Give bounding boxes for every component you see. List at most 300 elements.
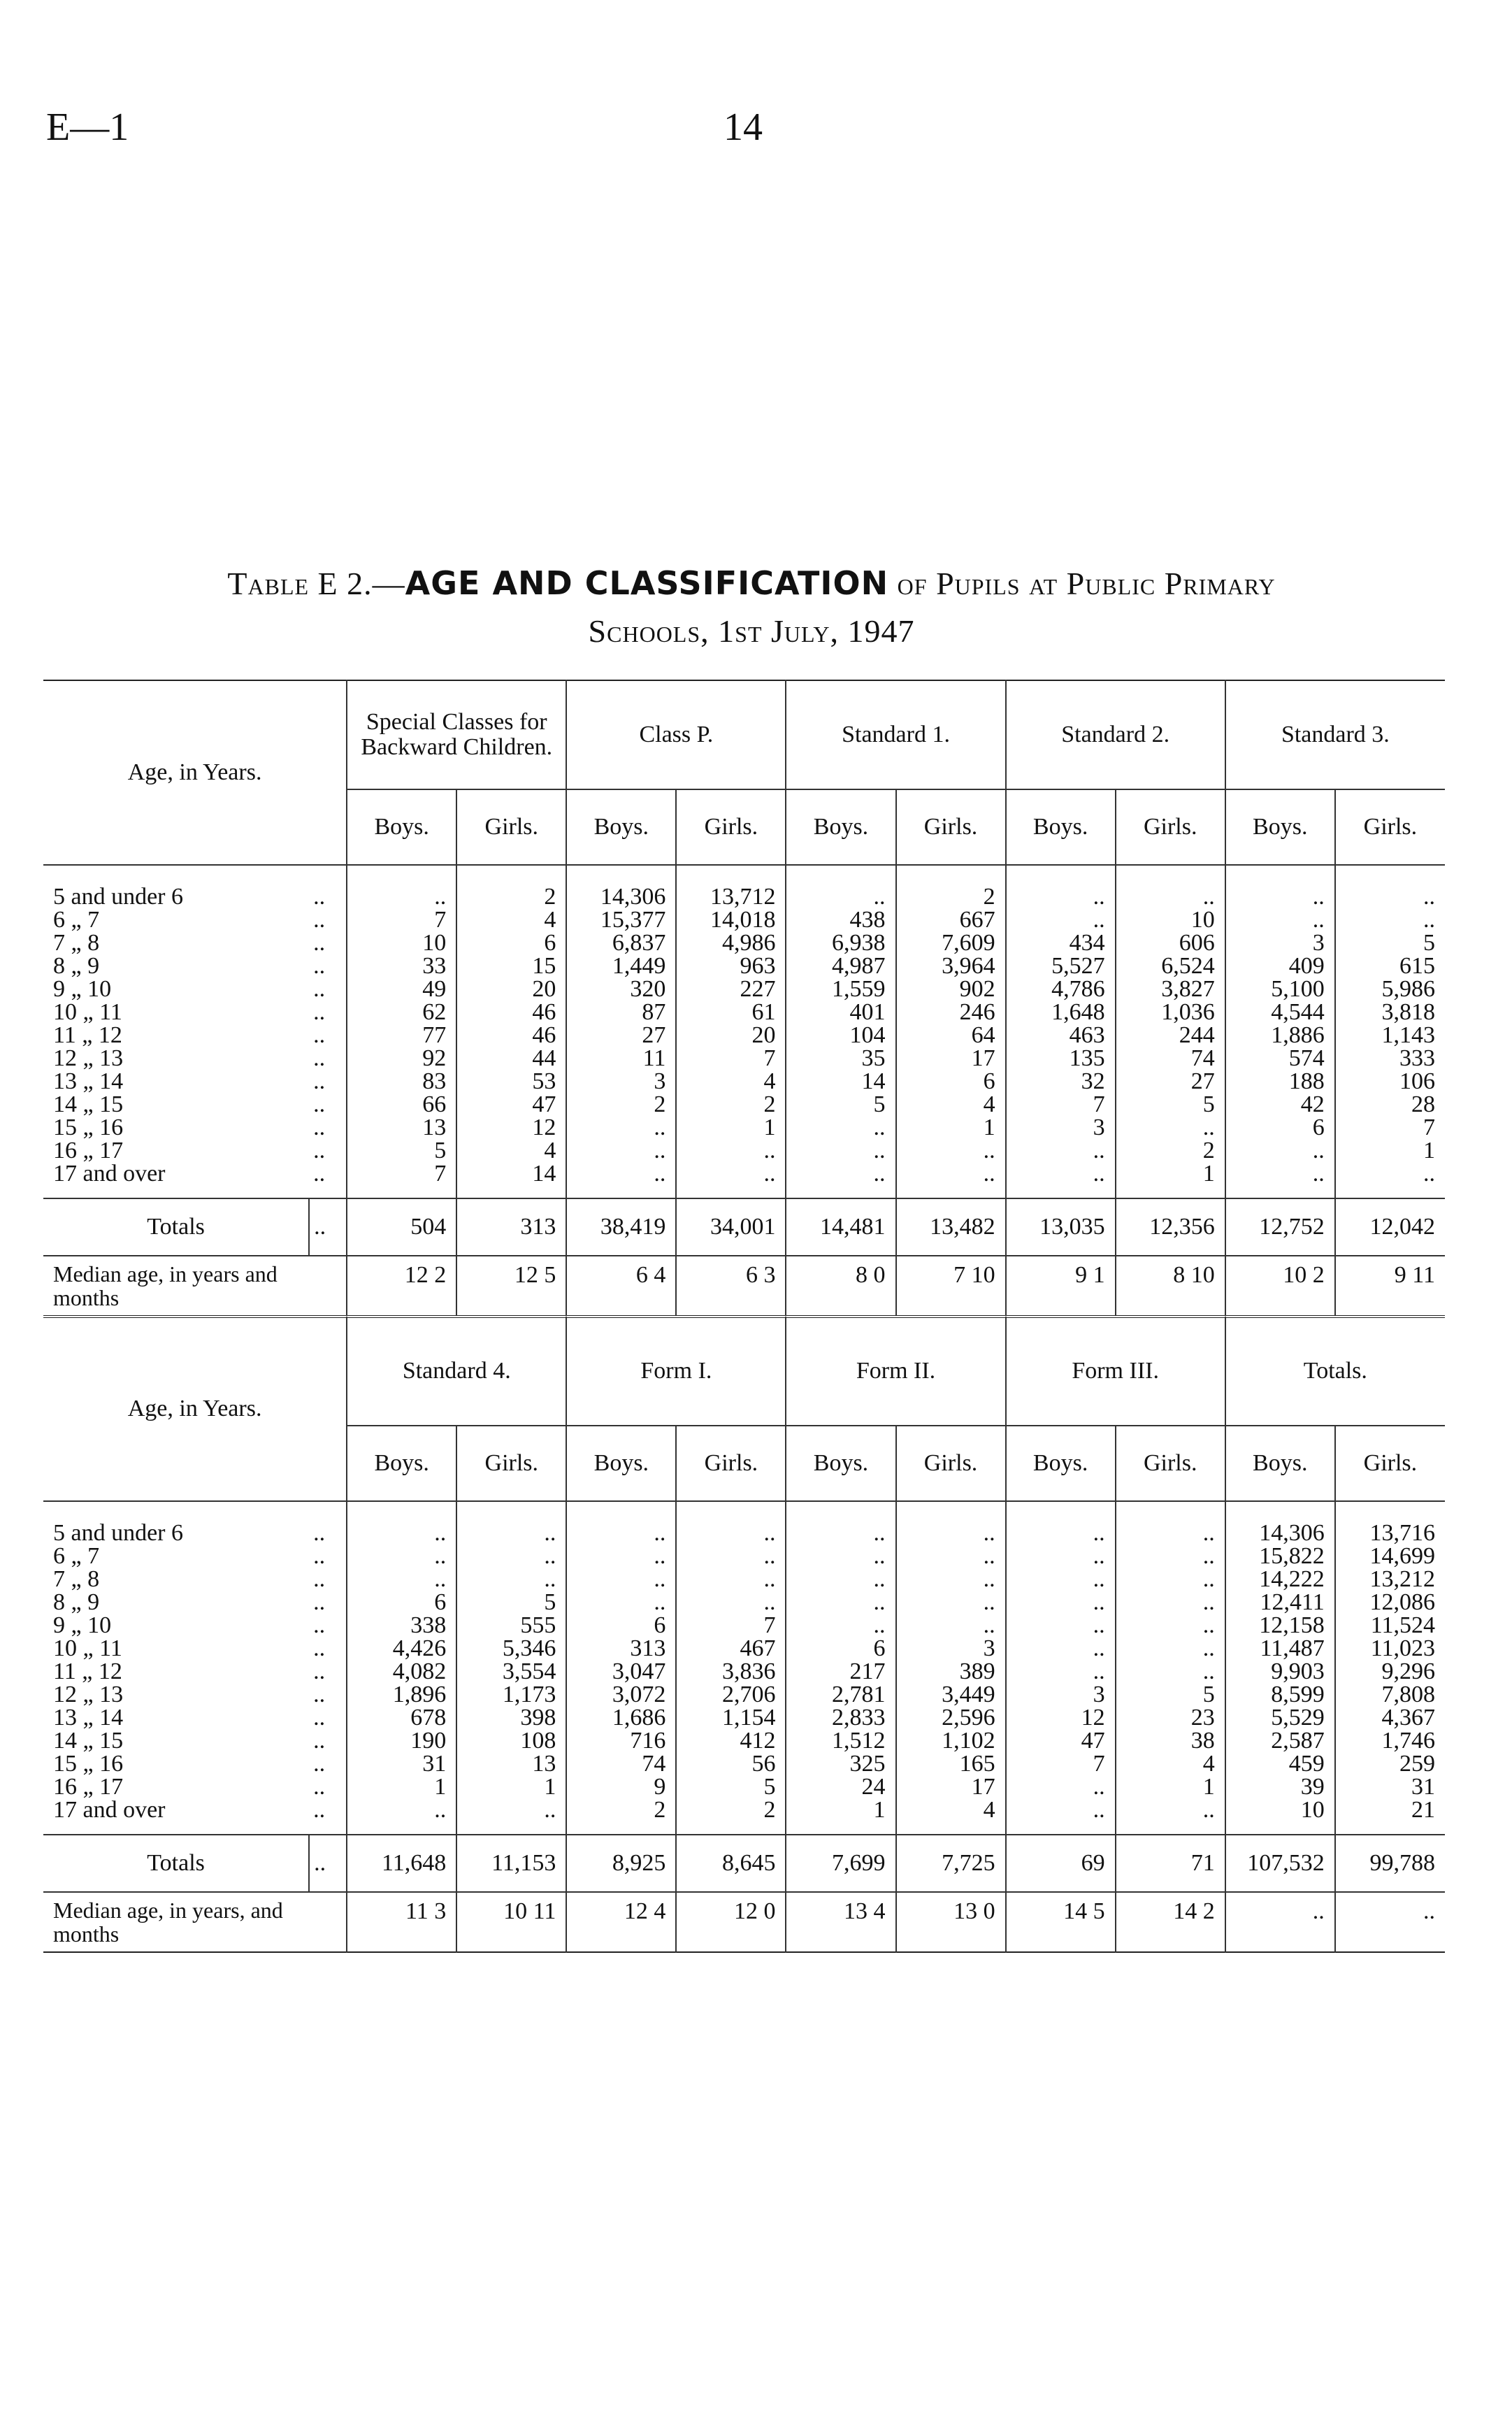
age-label: 9 „ 10 bbox=[53, 977, 112, 1001]
data-cell: 7,808 bbox=[1381, 1683, 1435, 1706]
data-cell: 3,836 bbox=[676, 1660, 786, 1683]
leader-dots: .. bbox=[309, 977, 347, 1001]
data-cell: 4 bbox=[456, 1139, 566, 1162]
age-label: 8 „ 9 bbox=[53, 954, 100, 977]
total-cell: 14,481 bbox=[786, 1198, 895, 1256]
data-cell: .. bbox=[1116, 1545, 1225, 1568]
total-cell: 7,699 bbox=[786, 1835, 895, 1892]
data-cell: .. bbox=[347, 1568, 456, 1591]
data-cell: 11,524 bbox=[1370, 1614, 1435, 1637]
data-cell: .. bbox=[1006, 1545, 1116, 1568]
data-cell: .. bbox=[566, 1591, 676, 1614]
median-label: Median age, in years and months bbox=[43, 1256, 347, 1317]
data-cell: 53 bbox=[456, 1070, 566, 1093]
data-cell: .. bbox=[1006, 865, 1116, 908]
data-cell: .. bbox=[347, 1501, 456, 1545]
data-cell: 5,100 bbox=[1225, 977, 1335, 1001]
data-cell: 7 bbox=[1006, 1093, 1116, 1116]
data-cell: 106 bbox=[1399, 1070, 1435, 1093]
data-cell: .. bbox=[1423, 1162, 1435, 1187]
data-cell: 92 bbox=[347, 1047, 456, 1070]
girls-header: Girls. bbox=[1116, 789, 1225, 865]
median-cell: 6 3 bbox=[676, 1256, 786, 1317]
table-row bbox=[43, 1752, 1445, 1775]
totals-row bbox=[43, 1198, 1445, 1256]
age-label: 16 „ 17 bbox=[53, 1775, 124, 1798]
group-header: Standard 3. bbox=[1225, 680, 1445, 789]
data-cell: 10 bbox=[347, 931, 456, 954]
data-cell: 398 bbox=[456, 1706, 566, 1729]
totals-label: Totals bbox=[43, 1198, 309, 1256]
table-row bbox=[43, 1024, 1445, 1047]
age-label: 6 „ 7 bbox=[53, 908, 100, 931]
table-label: Table E 2. bbox=[227, 566, 373, 601]
data-cell: 1,746 bbox=[1381, 1729, 1435, 1752]
data-cell: .. bbox=[676, 1591, 786, 1614]
total-cell: 34,001 bbox=[676, 1198, 786, 1256]
age-label: 6 „ 7 bbox=[53, 1545, 100, 1568]
girls-header: Girls. bbox=[676, 789, 786, 865]
group-header: Form II. bbox=[786, 1317, 1005, 1426]
group-header: Class P. bbox=[566, 680, 786, 789]
age-label: 17 and over bbox=[53, 1162, 166, 1187]
totals-row bbox=[43, 1835, 1445, 1892]
data-cell: 14 bbox=[456, 1162, 566, 1198]
median-cell: 12 4 bbox=[566, 1892, 676, 1952]
girls-header: Girls. bbox=[896, 1426, 1006, 1501]
data-cell: 6 bbox=[786, 1637, 895, 1660]
data-cell: 42 bbox=[1225, 1093, 1335, 1116]
data-cell: 5 bbox=[1116, 1683, 1225, 1706]
median-cell: 8 0 bbox=[786, 1256, 895, 1317]
boys-header: Boys. bbox=[347, 1426, 456, 1501]
data-cell: 74 bbox=[1116, 1047, 1225, 1070]
data-cell: 14,699 bbox=[1369, 1545, 1435, 1568]
data-cell: 6 bbox=[566, 1614, 676, 1637]
leader-dots: .. bbox=[309, 1660, 347, 1683]
leader-dots: .. bbox=[309, 1093, 347, 1116]
data-cell: 39 bbox=[1225, 1775, 1335, 1798]
table-row bbox=[43, 1093, 1445, 1116]
data-cell: 4,082 bbox=[347, 1660, 456, 1683]
data-cell: 21 bbox=[1411, 1798, 1435, 1823]
table-row bbox=[43, 1729, 1445, 1752]
table-row bbox=[43, 1614, 1445, 1637]
data-cell: 555 bbox=[456, 1614, 566, 1637]
table-row bbox=[43, 977, 1445, 1001]
data-cell: 11 bbox=[566, 1047, 676, 1070]
table-row bbox=[43, 1568, 1445, 1591]
total-cell: 12,752 bbox=[1225, 1198, 1335, 1256]
data-cell: .. bbox=[1006, 1568, 1116, 1591]
data-cell: 1,512 bbox=[786, 1729, 895, 1752]
table-row bbox=[43, 954, 1445, 977]
total-cell: 8,925 bbox=[566, 1835, 676, 1892]
data-cell: .. bbox=[786, 1162, 895, 1198]
leader-dots: .. bbox=[309, 865, 347, 908]
data-cell: 7 bbox=[1423, 1116, 1435, 1139]
age-label: 9 „ 10 bbox=[53, 1614, 112, 1637]
data-cell: 31 bbox=[1411, 1775, 1435, 1798]
data-cell: 1 bbox=[786, 1798, 895, 1835]
data-cell: 902 bbox=[896, 977, 1006, 1001]
data-cell: .. bbox=[347, 865, 456, 908]
data-cell: 15,377 bbox=[566, 908, 676, 931]
data-cell: .. bbox=[1006, 1660, 1116, 1683]
data-cell: 27 bbox=[1116, 1070, 1225, 1093]
data-cell: 3,964 bbox=[896, 954, 1006, 977]
total-cell: 12,042 bbox=[1335, 1198, 1445, 1256]
data-cell: 1,143 bbox=[1381, 1024, 1435, 1047]
data-cell: 104 bbox=[786, 1024, 895, 1047]
median-label: Median age, in years, and months bbox=[43, 1892, 347, 1952]
girls-header: Girls. bbox=[1116, 1426, 1225, 1501]
data-cell: 61 bbox=[676, 1001, 786, 1024]
data-cell: 9,903 bbox=[1225, 1660, 1335, 1683]
median-cell: 11 3 bbox=[347, 1892, 456, 1952]
data-cell: 5 bbox=[456, 1591, 566, 1614]
data-cell: 64 bbox=[896, 1024, 1006, 1047]
page-number: 14 bbox=[723, 106, 763, 149]
age-label: 11 „ 12 bbox=[53, 1660, 122, 1683]
age-label: 8 „ 9 bbox=[53, 1591, 100, 1614]
girls-header: Girls. bbox=[456, 1426, 566, 1501]
data-cell: .. bbox=[786, 1545, 895, 1568]
data-cell: .. bbox=[1116, 1660, 1225, 1683]
data-cell: .. bbox=[1006, 1501, 1116, 1545]
age-header: Age, in Years. bbox=[43, 1317, 347, 1501]
leader-dots: .. bbox=[309, 1024, 347, 1047]
table-title: Table E 2.—AGE AND CLASSIFICATION of Pupils at Public Primary Schools, 1st July, 1947 bbox=[227, 564, 1276, 649]
data-cell: 259 bbox=[1399, 1752, 1435, 1775]
age-label: 11 „ 12 bbox=[53, 1024, 122, 1047]
data-cell: 963 bbox=[676, 954, 786, 977]
data-cell: 2,596 bbox=[896, 1706, 1006, 1729]
median-cell: .. bbox=[1423, 1898, 1435, 1924]
data-cell: .. bbox=[1225, 1162, 1335, 1198]
data-cell: 5,346 bbox=[456, 1637, 566, 1660]
total-cell: 11,153 bbox=[456, 1835, 566, 1892]
boys-header: Boys. bbox=[347, 789, 456, 865]
leader-dots: .. bbox=[309, 1683, 347, 1706]
data-cell: 135 bbox=[1006, 1047, 1116, 1070]
group-header: Standard 2. bbox=[1006, 680, 1225, 789]
data-cell: 246 bbox=[896, 1001, 1006, 1024]
data-cell: 4,367 bbox=[1381, 1706, 1435, 1729]
table-row bbox=[43, 1070, 1445, 1093]
table-row bbox=[43, 1162, 1445, 1198]
data-cell: 2 bbox=[1116, 1139, 1225, 1162]
total-cell: 69 bbox=[1006, 1835, 1116, 1892]
leader-dots: .. bbox=[309, 1139, 347, 1162]
data-cell: 338 bbox=[347, 1614, 456, 1637]
data-cell: 13,716 bbox=[1369, 1520, 1435, 1545]
data-cell: 4,987 bbox=[786, 954, 895, 977]
age-label: 12 „ 13 bbox=[53, 1683, 124, 1706]
total-cell: 12,356 bbox=[1116, 1198, 1225, 1256]
part-1-rows bbox=[43, 865, 1445, 1198]
boys-header: Boys. bbox=[1006, 1426, 1116, 1501]
leader-dots: .. bbox=[309, 1198, 347, 1256]
leader-dots: .. bbox=[309, 1729, 347, 1752]
data-cell: 606 bbox=[1116, 931, 1225, 954]
data-cell: .. bbox=[896, 1614, 1006, 1637]
data-cell: .. bbox=[896, 1501, 1006, 1545]
data-cell: .. bbox=[566, 1501, 676, 1545]
data-cell: 2 bbox=[566, 1093, 676, 1116]
data-cell: 190 bbox=[347, 1729, 456, 1752]
median-cell: 12 2 bbox=[347, 1256, 456, 1317]
data-cell: 5 bbox=[347, 1139, 456, 1162]
data-cell: 389 bbox=[896, 1660, 1006, 1683]
age-label: 13 „ 14 bbox=[53, 1070, 124, 1093]
data-cell: 7 bbox=[676, 1047, 786, 1070]
data-cell: 2 bbox=[566, 1798, 676, 1835]
data-cell: 6,837 bbox=[566, 931, 676, 954]
data-cell: 31 bbox=[347, 1752, 456, 1775]
data-cell: 4,786 bbox=[1006, 977, 1116, 1001]
data-cell: 1 bbox=[456, 1775, 566, 1798]
data-cell: 17 bbox=[896, 1775, 1006, 1798]
table-row bbox=[43, 1660, 1445, 1683]
data-cell: 9,296 bbox=[1381, 1660, 1435, 1683]
data-cell: 5 bbox=[1423, 931, 1435, 954]
data-cell: 10 bbox=[1225, 1798, 1335, 1835]
data-cell: 438 bbox=[786, 908, 895, 931]
data-cell: 459 bbox=[1225, 1752, 1335, 1775]
data-cell: 56 bbox=[676, 1752, 786, 1775]
data-cell: .. bbox=[566, 1545, 676, 1568]
table-part-2 bbox=[43, 1317, 1445, 1953]
data-cell: 23 bbox=[1116, 1706, 1225, 1729]
table-row bbox=[43, 1637, 1445, 1660]
data-cell: 46 bbox=[456, 1001, 566, 1024]
group-header: Form III. bbox=[1006, 1317, 1225, 1426]
data-cell: 333 bbox=[1399, 1047, 1435, 1070]
data-cell: 434 bbox=[1006, 931, 1116, 954]
age-label: 5 and under 6 bbox=[53, 1520, 184, 1545]
data-cell: 463 bbox=[1006, 1024, 1116, 1047]
data-cell: .. bbox=[1116, 1614, 1225, 1637]
girls-header: Girls. bbox=[676, 1426, 786, 1501]
table-row bbox=[43, 1775, 1445, 1798]
leader-dots: .. bbox=[309, 1775, 347, 1798]
data-cell: .. bbox=[676, 1545, 786, 1568]
data-cell: 574 bbox=[1225, 1047, 1335, 1070]
data-cell: 2 bbox=[676, 1093, 786, 1116]
data-cell: 3,449 bbox=[896, 1683, 1006, 1706]
data-cell: 11,023 bbox=[1370, 1637, 1435, 1660]
data-cell: 244 bbox=[1116, 1024, 1225, 1047]
leader-dots: .. bbox=[309, 1116, 347, 1139]
leader-dots: .. bbox=[309, 908, 347, 931]
totals-label: Totals bbox=[43, 1835, 309, 1892]
data-cell: 14 bbox=[786, 1070, 895, 1093]
data-cell: 47 bbox=[456, 1093, 566, 1116]
median-cell: 10 11 bbox=[456, 1892, 566, 1952]
table-row bbox=[43, 1501, 1445, 1545]
data-cell: 4,426 bbox=[347, 1637, 456, 1660]
age-label: 12 „ 13 bbox=[53, 1047, 124, 1070]
data-cell: 3 bbox=[1006, 1683, 1116, 1706]
data-cell: 38 bbox=[1116, 1729, 1225, 1752]
data-cell: 12 bbox=[456, 1116, 566, 1139]
data-cell: 217 bbox=[786, 1660, 895, 1683]
data-cell: 6,938 bbox=[786, 931, 895, 954]
data-cell: .. bbox=[1116, 1568, 1225, 1591]
data-cell: 12,158 bbox=[1225, 1614, 1335, 1637]
data-cell: 49 bbox=[347, 977, 456, 1001]
data-cell: 2,833 bbox=[786, 1706, 895, 1729]
median-cell: 13 0 bbox=[896, 1892, 1006, 1952]
data-cell: 12 bbox=[1006, 1706, 1116, 1729]
data-cell: .. bbox=[1116, 1798, 1225, 1835]
table-row bbox=[43, 865, 1445, 908]
data-cell: 678 bbox=[347, 1706, 456, 1729]
boys-header: Boys. bbox=[566, 789, 676, 865]
group-header: Standard 1. bbox=[786, 680, 1005, 789]
median-cell: 9 11 bbox=[1394, 1262, 1435, 1288]
data-cell: 7 bbox=[347, 908, 456, 931]
data-cell: .. bbox=[676, 1568, 786, 1591]
data-cell: 6 bbox=[456, 931, 566, 954]
table-row bbox=[43, 1545, 1445, 1568]
group-header: Totals. bbox=[1225, 1317, 1445, 1426]
data-cell: .. bbox=[456, 1568, 566, 1591]
age-label: 14 „ 15 bbox=[53, 1093, 124, 1116]
data-cell: 4 bbox=[1116, 1752, 1225, 1775]
data-cell: 15,822 bbox=[1225, 1545, 1335, 1568]
table-row bbox=[43, 1798, 1445, 1835]
group-header: Special Classes for Backward Children. bbox=[347, 680, 566, 789]
data-cell: 87 bbox=[566, 1001, 676, 1024]
data-cell: 47 bbox=[1006, 1729, 1116, 1752]
total-cell: 38,419 bbox=[566, 1198, 676, 1256]
data-cell: 46 bbox=[456, 1024, 566, 1047]
data-cell: 27 bbox=[566, 1024, 676, 1047]
table-row bbox=[43, 1001, 1445, 1024]
median-cell: 9 1 bbox=[1006, 1256, 1116, 1317]
table-row bbox=[43, 908, 1445, 931]
data-cell: .. bbox=[1006, 908, 1116, 931]
data-cell: .. bbox=[1006, 1798, 1116, 1835]
data-cell: .. bbox=[896, 1139, 1006, 1162]
girls-header: Girls. bbox=[456, 789, 566, 865]
total-cell: 504 bbox=[347, 1198, 456, 1256]
data-cell: 13 bbox=[347, 1116, 456, 1139]
age-label: 16 „ 17 bbox=[53, 1139, 124, 1162]
data-cell: 5,527 bbox=[1006, 954, 1116, 977]
data-cell: 227 bbox=[676, 977, 786, 1001]
section-label: E—1 bbox=[46, 106, 129, 149]
boys-header: Boys. bbox=[786, 789, 895, 865]
data-cell: 6 bbox=[347, 1591, 456, 1614]
data-cell: 3,554 bbox=[456, 1660, 566, 1683]
data-cell: 5 bbox=[676, 1775, 786, 1798]
leader-dots: .. bbox=[309, 1706, 347, 1729]
data-cell: .. bbox=[1423, 884, 1435, 908]
group-header: Standard 4. bbox=[347, 1317, 566, 1426]
girls-header: Girls. bbox=[896, 789, 1006, 865]
girls-header: Girls. bbox=[1335, 1426, 1445, 1501]
median-cell: 6 4 bbox=[566, 1256, 676, 1317]
leader-dots: .. bbox=[309, 1835, 347, 1892]
table-row bbox=[43, 1683, 1445, 1706]
data-cell: 14,222 bbox=[1225, 1568, 1335, 1591]
age-header: Age, in Years. bbox=[43, 680, 347, 865]
data-cell: .. bbox=[786, 1501, 895, 1545]
data-cell: 1,449 bbox=[566, 954, 676, 977]
data-cell: .. bbox=[896, 1591, 1006, 1614]
data-cell: .. bbox=[1006, 1139, 1116, 1162]
data-cell: 6,524 bbox=[1116, 954, 1225, 977]
girls-header: Girls. bbox=[1335, 789, 1445, 865]
data-cell: .. bbox=[347, 1545, 456, 1568]
data-cell: 1 bbox=[676, 1116, 786, 1139]
data-cell: 320 bbox=[566, 977, 676, 1001]
data-cell: 5 bbox=[786, 1093, 895, 1116]
boys-header: Boys. bbox=[1225, 1426, 1335, 1501]
leader-dots: .. bbox=[309, 1637, 347, 1660]
boys-header: Boys. bbox=[1225, 789, 1335, 865]
data-cell: 1 bbox=[896, 1116, 1006, 1139]
data-cell: 33 bbox=[347, 954, 456, 977]
data-cell: 1,102 bbox=[896, 1729, 1006, 1752]
data-cell: 3,818 bbox=[1381, 1001, 1435, 1024]
data-cell: 14,018 bbox=[676, 908, 786, 931]
data-cell: 2 bbox=[456, 865, 566, 908]
data-cell: 3,827 bbox=[1116, 977, 1225, 1001]
data-cell: 7,609 bbox=[896, 931, 1006, 954]
data-cell: .. bbox=[786, 1568, 895, 1591]
data-cell: 17 bbox=[896, 1047, 1006, 1070]
data-cell: .. bbox=[1116, 1116, 1225, 1139]
data-cell: .. bbox=[566, 1139, 676, 1162]
table-row bbox=[43, 1591, 1445, 1614]
data-cell: .. bbox=[896, 1545, 1006, 1568]
median-cell: 13 4 bbox=[786, 1892, 895, 1952]
data-cell: 409 bbox=[1225, 954, 1335, 977]
data-cell: 11,487 bbox=[1225, 1637, 1335, 1660]
data-cell: 108 bbox=[456, 1729, 566, 1752]
median-row bbox=[43, 1256, 1445, 1317]
data-cell: 3,072 bbox=[566, 1683, 676, 1706]
data-cell: 313 bbox=[566, 1637, 676, 1660]
data-cell: 1,559 bbox=[786, 977, 895, 1001]
leader-dots: .. bbox=[309, 1591, 347, 1614]
age-label: 7 „ 8 bbox=[53, 931, 100, 954]
data-cell: .. bbox=[786, 865, 895, 908]
data-cell: 62 bbox=[347, 1001, 456, 1024]
leader-dots: .. bbox=[309, 1798, 347, 1835]
data-cell: 24 bbox=[786, 1775, 895, 1798]
data-cell: .. bbox=[1225, 908, 1335, 931]
table-row bbox=[43, 1706, 1445, 1729]
total-cell: 8,645 bbox=[676, 1835, 786, 1892]
data-cell: 77 bbox=[347, 1024, 456, 1047]
age-label: 15 „ 16 bbox=[53, 1752, 124, 1775]
data-cell: 4 bbox=[896, 1798, 1006, 1835]
table-row bbox=[43, 1116, 1445, 1139]
data-cell: 7 bbox=[1006, 1752, 1116, 1775]
data-cell: 8,599 bbox=[1225, 1683, 1335, 1706]
data-cell: 12,411 bbox=[1225, 1591, 1335, 1614]
data-cell: .. bbox=[676, 1162, 786, 1198]
data-cell: 5,986 bbox=[1381, 977, 1435, 1001]
data-cell: 6 bbox=[896, 1070, 1006, 1093]
data-cell: 1,036 bbox=[1116, 1001, 1225, 1024]
total-cell: 313 bbox=[456, 1198, 566, 1256]
